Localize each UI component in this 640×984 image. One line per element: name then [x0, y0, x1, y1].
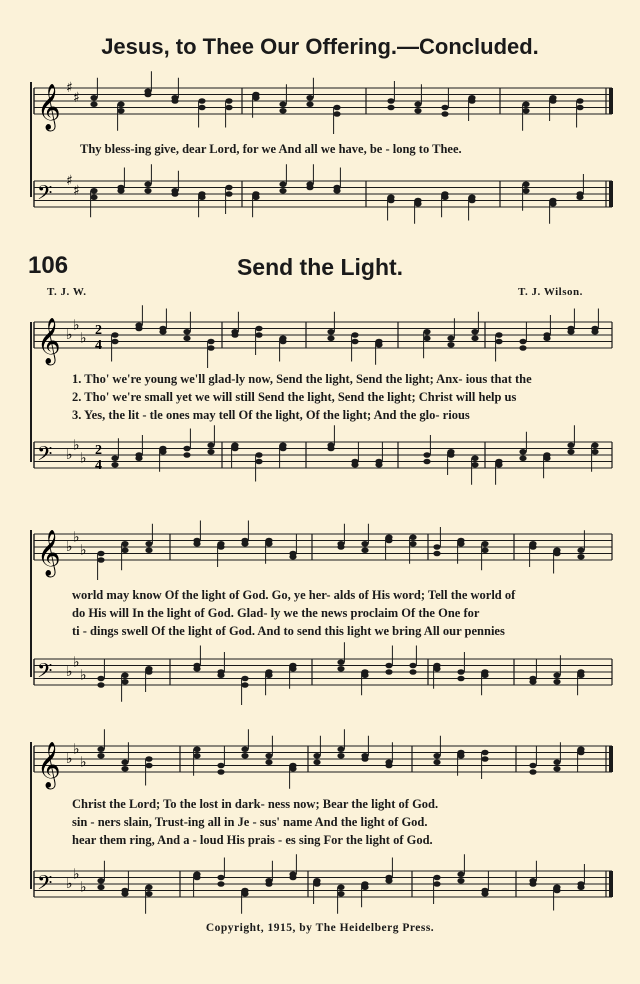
note-head [121, 891, 128, 897]
note-head [471, 455, 478, 461]
note-head [193, 875, 200, 881]
hymn-number: 106 [28, 252, 69, 279]
note-head [433, 753, 440, 759]
note-head [423, 335, 430, 341]
note-head [121, 766, 128, 772]
note-head [457, 541, 464, 547]
note-head [289, 666, 296, 672]
note-head [361, 672, 368, 678]
note-head [591, 329, 598, 335]
system3-verse3: hear them ring, And a - loud His prais - es sing For the light of God. [72, 833, 433, 847]
note-head [549, 98, 556, 104]
note-head [337, 666, 344, 672]
note-head [111, 455, 118, 461]
key-signature-icon: ♯ [73, 182, 80, 199]
note-head [255, 459, 262, 465]
key-signature-icon: ♭ [66, 664, 73, 680]
note-head [433, 551, 440, 557]
system1-verse3: 3. Yes, the lit - tle ones may tell Of the light, Of the light; And the glo- rious [72, 408, 470, 422]
note-head [265, 759, 272, 765]
time-signature-bottom: 4 [95, 458, 102, 473]
system-brace [30, 322, 32, 462]
note-head [591, 442, 598, 448]
note-head [97, 557, 104, 563]
note-head [193, 666, 200, 672]
note-head [351, 339, 358, 345]
key-signature-icon: ♭ [73, 317, 80, 334]
key-signature-icon: ♭ [66, 751, 73, 767]
system3-bass-staff [0, 857, 640, 922]
key-signature-icon: ♯ [66, 80, 73, 96]
note-head [121, 547, 128, 553]
system3-verse1: Christ the Lord; To the lost in dark- ness now; Bear the light of God. [72, 797, 439, 811]
system2-treble-staff [0, 518, 640, 588]
note-head [529, 679, 536, 685]
note-head [327, 335, 334, 341]
note-head [111, 462, 118, 468]
note-head [333, 111, 340, 117]
note-head [144, 92, 151, 98]
note-head [333, 188, 340, 194]
note-head [543, 335, 550, 341]
note-head [441, 194, 448, 200]
note-head [265, 672, 272, 678]
note-head [90, 188, 97, 194]
note-head [327, 329, 334, 335]
key-signature-icon: ♭ [80, 542, 87, 559]
note-head [409, 534, 416, 540]
note-head [183, 335, 190, 341]
note-head [375, 342, 382, 348]
note-head [433, 544, 440, 550]
system1-bass-staff [0, 430, 640, 500]
note-head [97, 682, 104, 688]
key-signature-icon: ♭ [66, 327, 73, 343]
note-head [135, 326, 142, 332]
note-head [306, 101, 313, 107]
note-head [198, 98, 205, 104]
hymn1-lyric-line: Thy bless-ing give, dear Lord, for we And all we have, be - long to Thee. [80, 142, 462, 156]
note-head [351, 332, 358, 338]
note-head [265, 541, 272, 547]
note-head [529, 763, 536, 769]
key-signature-icon: ♭ [80, 754, 87, 771]
note-head [385, 538, 392, 544]
note-head [567, 442, 574, 448]
note-head [207, 442, 214, 448]
note-head [423, 452, 430, 458]
note-head [457, 676, 464, 682]
key-signature-icon: ♭ [73, 741, 80, 758]
note-head [481, 891, 488, 897]
note-head [409, 541, 416, 547]
treble-clef-icon: 𝄞 [37, 742, 61, 788]
key-signature-icon: ♭ [80, 879, 87, 896]
note-head [387, 105, 394, 111]
note-head [225, 185, 232, 191]
note-head [387, 98, 394, 104]
note-head [519, 339, 526, 345]
note-head [241, 682, 248, 688]
system-brace [30, 742, 32, 889]
note-head [433, 881, 440, 887]
note-head [171, 191, 178, 197]
system3-verse2: sin - ners slain, Trust-ing all in Je - sus' name And the light of God. [72, 815, 428, 829]
note-head [241, 891, 248, 897]
key-signature-icon: ♯ [66, 173, 73, 189]
note-head [471, 329, 478, 335]
note-head [549, 201, 556, 207]
note-head [225, 191, 232, 197]
note-head [144, 181, 151, 187]
note-head [145, 669, 152, 675]
note-head [217, 763, 224, 769]
note-head [225, 105, 232, 111]
note-head [111, 332, 118, 338]
note-head [252, 194, 259, 200]
note-head [385, 663, 392, 669]
note-head [183, 446, 190, 452]
note-head [193, 746, 200, 752]
note-head [567, 449, 574, 455]
note-head [361, 547, 368, 553]
note-head [361, 884, 368, 890]
note-head [495, 462, 502, 468]
note-head [171, 98, 178, 104]
note-head [519, 345, 526, 351]
note-head [97, 884, 104, 890]
note-head [159, 449, 166, 455]
note-head [457, 871, 464, 877]
note-head [522, 181, 529, 187]
note-head [423, 459, 430, 465]
note-head [207, 339, 214, 345]
note-head [337, 884, 344, 890]
note-head [481, 756, 488, 762]
key-signature-icon: ♯ [73, 89, 80, 106]
note-head [145, 884, 152, 890]
key-signature-icon: ♭ [80, 330, 87, 347]
note-head [145, 547, 152, 553]
note-head [97, 676, 104, 682]
note-head [577, 547, 584, 553]
system2-verse1: world may know Of the light of God. Go, ye her- alds of His word; Tell the world of [72, 588, 516, 602]
note-head [241, 746, 248, 752]
note-head [97, 753, 104, 759]
note-head [387, 198, 394, 204]
note-head [337, 544, 344, 550]
note-head [433, 759, 440, 765]
note-head [289, 766, 296, 772]
note-head [337, 659, 344, 665]
note-head [255, 326, 262, 332]
note-head [337, 746, 344, 752]
system2-verse2: do His will In the light of God. Glad- ly we the news proclaim Of the One for [72, 606, 480, 620]
key-signature-icon: ♭ [66, 447, 73, 463]
note-head [217, 672, 224, 678]
note-head [279, 446, 286, 452]
note-head [207, 449, 214, 455]
bass-clef-icon: 𝄢 [37, 181, 53, 209]
note-head [529, 881, 536, 887]
note-head [241, 753, 248, 759]
note-head [553, 888, 560, 894]
note-head [522, 101, 529, 107]
note-head [385, 878, 392, 884]
note-head [337, 753, 344, 759]
note-head [255, 332, 262, 338]
note-head [576, 98, 583, 104]
note-head [159, 329, 166, 335]
key-signature-icon: ♭ [80, 450, 87, 467]
note-head [447, 335, 454, 341]
note-head [577, 554, 584, 560]
note-head [553, 759, 560, 765]
note-head [306, 95, 313, 101]
note-head [529, 769, 536, 775]
key-signature-icon: ♭ [73, 866, 80, 883]
note-head [414, 201, 421, 207]
system1-verse1: 1. Tho' we're young we'll glad-ly now, Send the light, Send the light; Anx- ious that the [72, 372, 532, 386]
note-head [217, 544, 224, 550]
note-head [145, 541, 152, 547]
note-head [183, 329, 190, 335]
note-head [217, 769, 224, 775]
note-head [468, 98, 475, 104]
note-head [111, 339, 118, 345]
note-head [481, 750, 488, 756]
note-head [279, 181, 286, 187]
note-head [97, 551, 104, 557]
key-signature-icon: ♭ [80, 667, 87, 684]
note-head [576, 194, 583, 200]
note-head [313, 881, 320, 887]
note-head [441, 111, 448, 117]
note-head [457, 669, 464, 675]
note-head [145, 763, 152, 769]
bass-clef-icon: 𝄢 [37, 871, 53, 899]
note-head [90, 194, 97, 200]
note-head [252, 95, 259, 101]
note-head [121, 679, 128, 685]
note-head [145, 756, 152, 762]
note-head [414, 108, 421, 114]
note-head [495, 339, 502, 345]
note-head [231, 332, 238, 338]
key-signature-icon: ♭ [73, 654, 80, 671]
note-head [183, 452, 190, 458]
bass-clef-icon: 𝄢 [37, 659, 53, 687]
note-head [225, 98, 232, 104]
note-head [289, 554, 296, 560]
note-head [97, 746, 104, 752]
note-head [327, 446, 334, 452]
note-head [361, 541, 368, 547]
note-head [241, 541, 248, 547]
note-head [553, 551, 560, 557]
time-signature-bottom: 4 [95, 338, 102, 353]
note-head [567, 329, 574, 335]
note-head [337, 891, 344, 897]
system2-bass-staff [0, 645, 640, 715]
note-head [217, 875, 224, 881]
note-head [423, 329, 430, 335]
note-head [519, 449, 526, 455]
note-head [351, 462, 358, 468]
note-head [577, 672, 584, 678]
key-signature-icon: ♭ [66, 539, 73, 555]
note-head [117, 101, 124, 107]
note-head [375, 462, 382, 468]
note-head [121, 759, 128, 765]
note-head [522, 188, 529, 194]
note-head [433, 666, 440, 672]
note-head [457, 753, 464, 759]
note-head [471, 462, 478, 468]
note-head [447, 342, 454, 348]
note-head [231, 446, 238, 452]
note-head [198, 194, 205, 200]
hymn-title: Send the Light. [236, 254, 404, 280]
note-head [313, 759, 320, 765]
composer-credit: T. J. Wilson. [518, 286, 583, 298]
note-head [145, 891, 152, 897]
treble-clef-icon: 𝄞 [37, 530, 61, 576]
note-head [409, 669, 416, 675]
note-head [361, 756, 368, 762]
note-head [90, 95, 97, 101]
note-head [471, 335, 478, 341]
note-head [468, 198, 475, 204]
note-head [198, 105, 205, 111]
note-head [519, 455, 526, 461]
note-head [121, 672, 128, 678]
hymn-continued-title: Jesus, to Thee Our Offering.—Concluded. [101, 34, 539, 59]
note-head [207, 345, 214, 351]
note-head [553, 672, 560, 678]
note-head [117, 108, 124, 114]
note-head [279, 188, 286, 194]
note-head [409, 663, 416, 669]
system1-treble-staff [0, 310, 640, 370]
hymn1-treble-staff [0, 70, 640, 140]
note-head [481, 541, 488, 547]
note-head [97, 878, 104, 884]
note-head [414, 101, 421, 107]
treble-clef-icon: 𝄞 [37, 318, 61, 364]
note-head [306, 185, 313, 191]
note-head [481, 547, 488, 553]
note-head [313, 753, 320, 759]
note-head [121, 541, 128, 547]
note-head [90, 101, 97, 107]
note-head [481, 672, 488, 678]
note-head [543, 455, 550, 461]
note-head [441, 105, 448, 111]
key-signature-icon: ♭ [73, 437, 80, 454]
note-head [117, 188, 124, 194]
note-head [576, 105, 583, 111]
note-head [265, 881, 272, 887]
time-signature-top: 2 [95, 443, 102, 458]
note-head [193, 541, 200, 547]
treble-clef-icon: 𝄞 [37, 84, 61, 130]
system1-verse2: 2. Tho' we're small yet we will still Send the light, Send the light; Christ will help us [72, 390, 517, 404]
system3-treble-staff [0, 730, 640, 795]
note-head [385, 669, 392, 675]
lyricist-credit: T. J. W. [47, 286, 87, 298]
note-head [553, 679, 560, 685]
note-head [333, 105, 340, 111]
note-head [529, 544, 536, 550]
copyright-notice: Copyright, 1915, by The Heidelberg Press. [205, 922, 435, 934]
note-head [289, 875, 296, 881]
note-head [522, 108, 529, 114]
system2-verse3: ti - dings swell Of the light of God. And to send this light we bring All our pennies [72, 624, 505, 638]
note-head [495, 332, 502, 338]
system-brace [30, 530, 32, 677]
note-head [553, 766, 560, 772]
note-head [279, 101, 286, 107]
note-head [241, 676, 248, 682]
note-head [433, 875, 440, 881]
note-head [457, 878, 464, 884]
note-head [279, 108, 286, 114]
system-brace [30, 82, 32, 197]
note-head [591, 449, 598, 455]
note-head [279, 339, 286, 345]
time-signature-top: 2 [95, 323, 102, 338]
key-signature-icon: ♭ [73, 529, 80, 546]
bass-clef-icon: 𝄢 [37, 442, 53, 470]
note-head [265, 753, 272, 759]
note-head [577, 884, 584, 890]
note-head [385, 763, 392, 769]
note-head [193, 753, 200, 759]
note-head [135, 455, 142, 461]
hymn1-bass-staff [0, 165, 640, 235]
key-signature-icon: ♭ [66, 876, 73, 892]
note-head [447, 452, 454, 458]
note-head [255, 452, 262, 458]
note-head [217, 881, 224, 887]
note-head [577, 750, 584, 756]
note-head [144, 188, 151, 194]
